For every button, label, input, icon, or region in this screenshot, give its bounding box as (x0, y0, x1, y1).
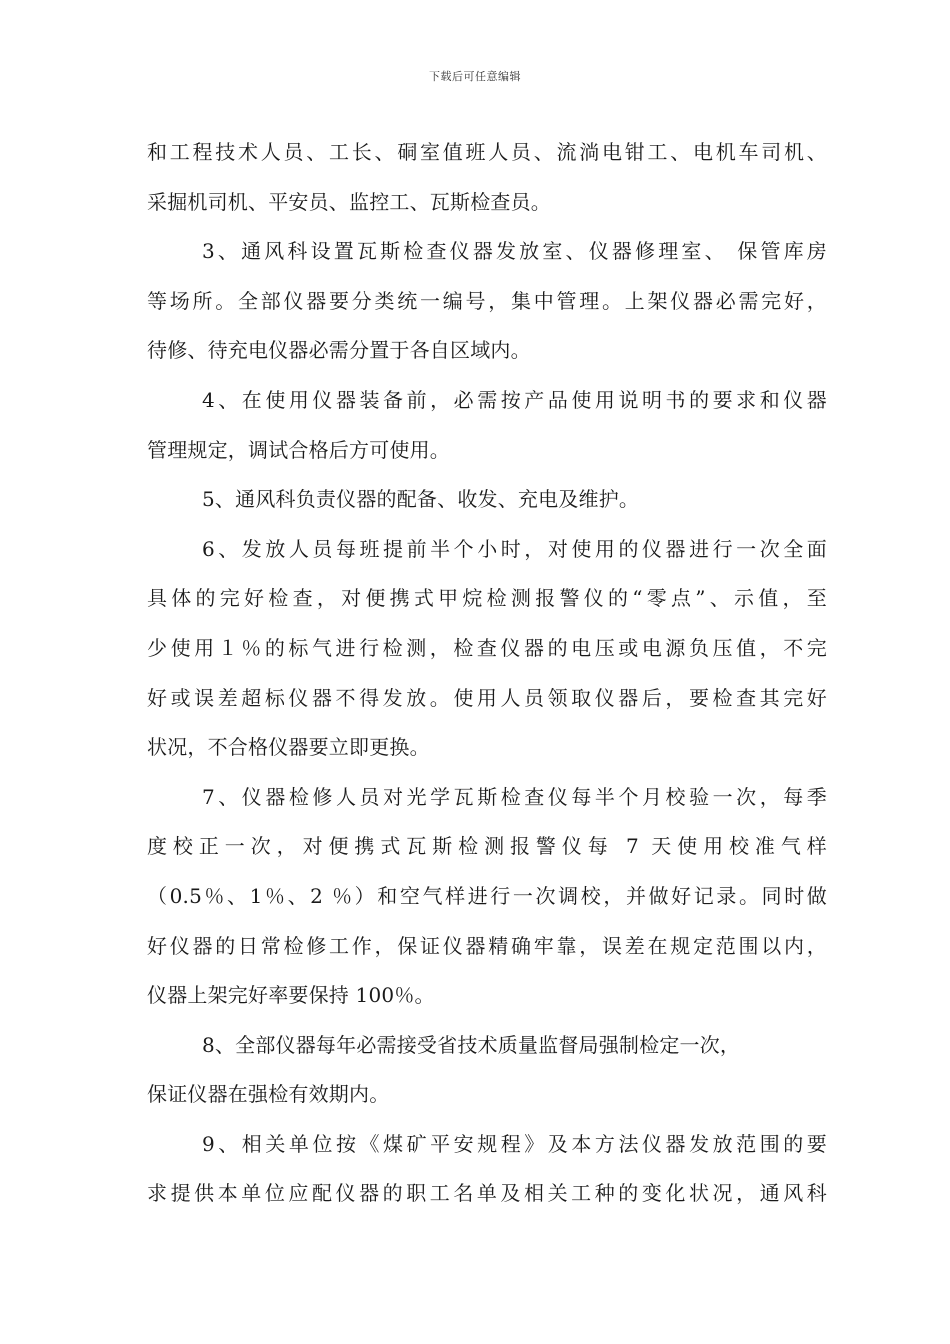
paragraph (147, 525, 827, 773)
text-line: 采掘机司机、平安员、监控工、瓦斯检查员。 (147, 189, 551, 214)
paragraph (147, 1021, 827, 1120)
text-line: 5、通风科负责仪器的配备、收发、充电及维护。 (202, 487, 640, 512)
text-line: 6、发放人员每班提前半个小时，对使用的仪器进行一次全面 (202, 536, 827, 561)
document-body (147, 128, 827, 1219)
text-line: 少使用１％的标气进行检测，检查仪器的电压或电源负压值，不完 (147, 635, 827, 660)
text-line: 仪器上架完好率要保持 100％。 (147, 983, 435, 1008)
text-line: 7、仪器检修人员对光学瓦斯检查仪每半个月校验一次，每季 (202, 784, 827, 809)
text-line: 求提供本单位应配仪器的职工名单及相关工种的变化状况，通风科 (147, 1181, 827, 1206)
text-line: 9、相关单位按《煤矿平安规程》及本方法仪器发放范围的要 (202, 1131, 827, 1156)
paragraph (147, 475, 827, 525)
page-header: 下载后可任意编辑 (429, 70, 521, 83)
text-line: 3、通风科设置瓦斯检查仪器发放室、仪器修理室、 保管库房 (202, 239, 827, 264)
text-line: 状况，不合格仪器要立即更换。 (147, 735, 430, 760)
text-line: 保证仪器在强检有效期内。 (147, 1082, 390, 1107)
text-line: （0.5％、1％、2 ％）和空气样进行一次调校，并做好记录。同时做 (147, 883, 827, 908)
text-line: 管理规定，调试合格后方可使用。 (147, 437, 450, 462)
paragraph (147, 376, 827, 475)
text-line: 等场所。全部仪器要分类统一编号，集中管理。上架仪器必需完好， (147, 288, 827, 313)
paragraph (147, 773, 827, 1021)
text-line: 好或误差超标仪器不得发放。使用人员领取仪器后，要检查其完好 (147, 685, 827, 710)
text-line: 好仪器的日常检修工作，保证仪器精确牢靠，误差在规定范围以内， (147, 933, 827, 958)
text-line: 度校正一次，对便携式瓦斯检测报警仪每 7 天使用校准气样 (147, 834, 827, 859)
paragraph (147, 1120, 827, 1219)
text-line: 4、在使用仪器装备前，必需按产品使用说明书的要求和仪器 (202, 387, 827, 412)
text-line: 和工程技术人员、工长、硐室值班人员、流淌电钳工、电机车司机、 (147, 140, 827, 164)
paragraph (147, 227, 827, 376)
text-line: 8、全部仪器每年必需接受省技术质量监督局强制检定一次， (202, 1032, 741, 1057)
text-line: 具体的完好检查，对便携式甲烷检测报警仪的“零点”、示值，至 (147, 586, 827, 611)
paragraph (147, 128, 827, 227)
text-line: 待修、待充电仪器必需分置于各自区域内。 (147, 338, 531, 363)
